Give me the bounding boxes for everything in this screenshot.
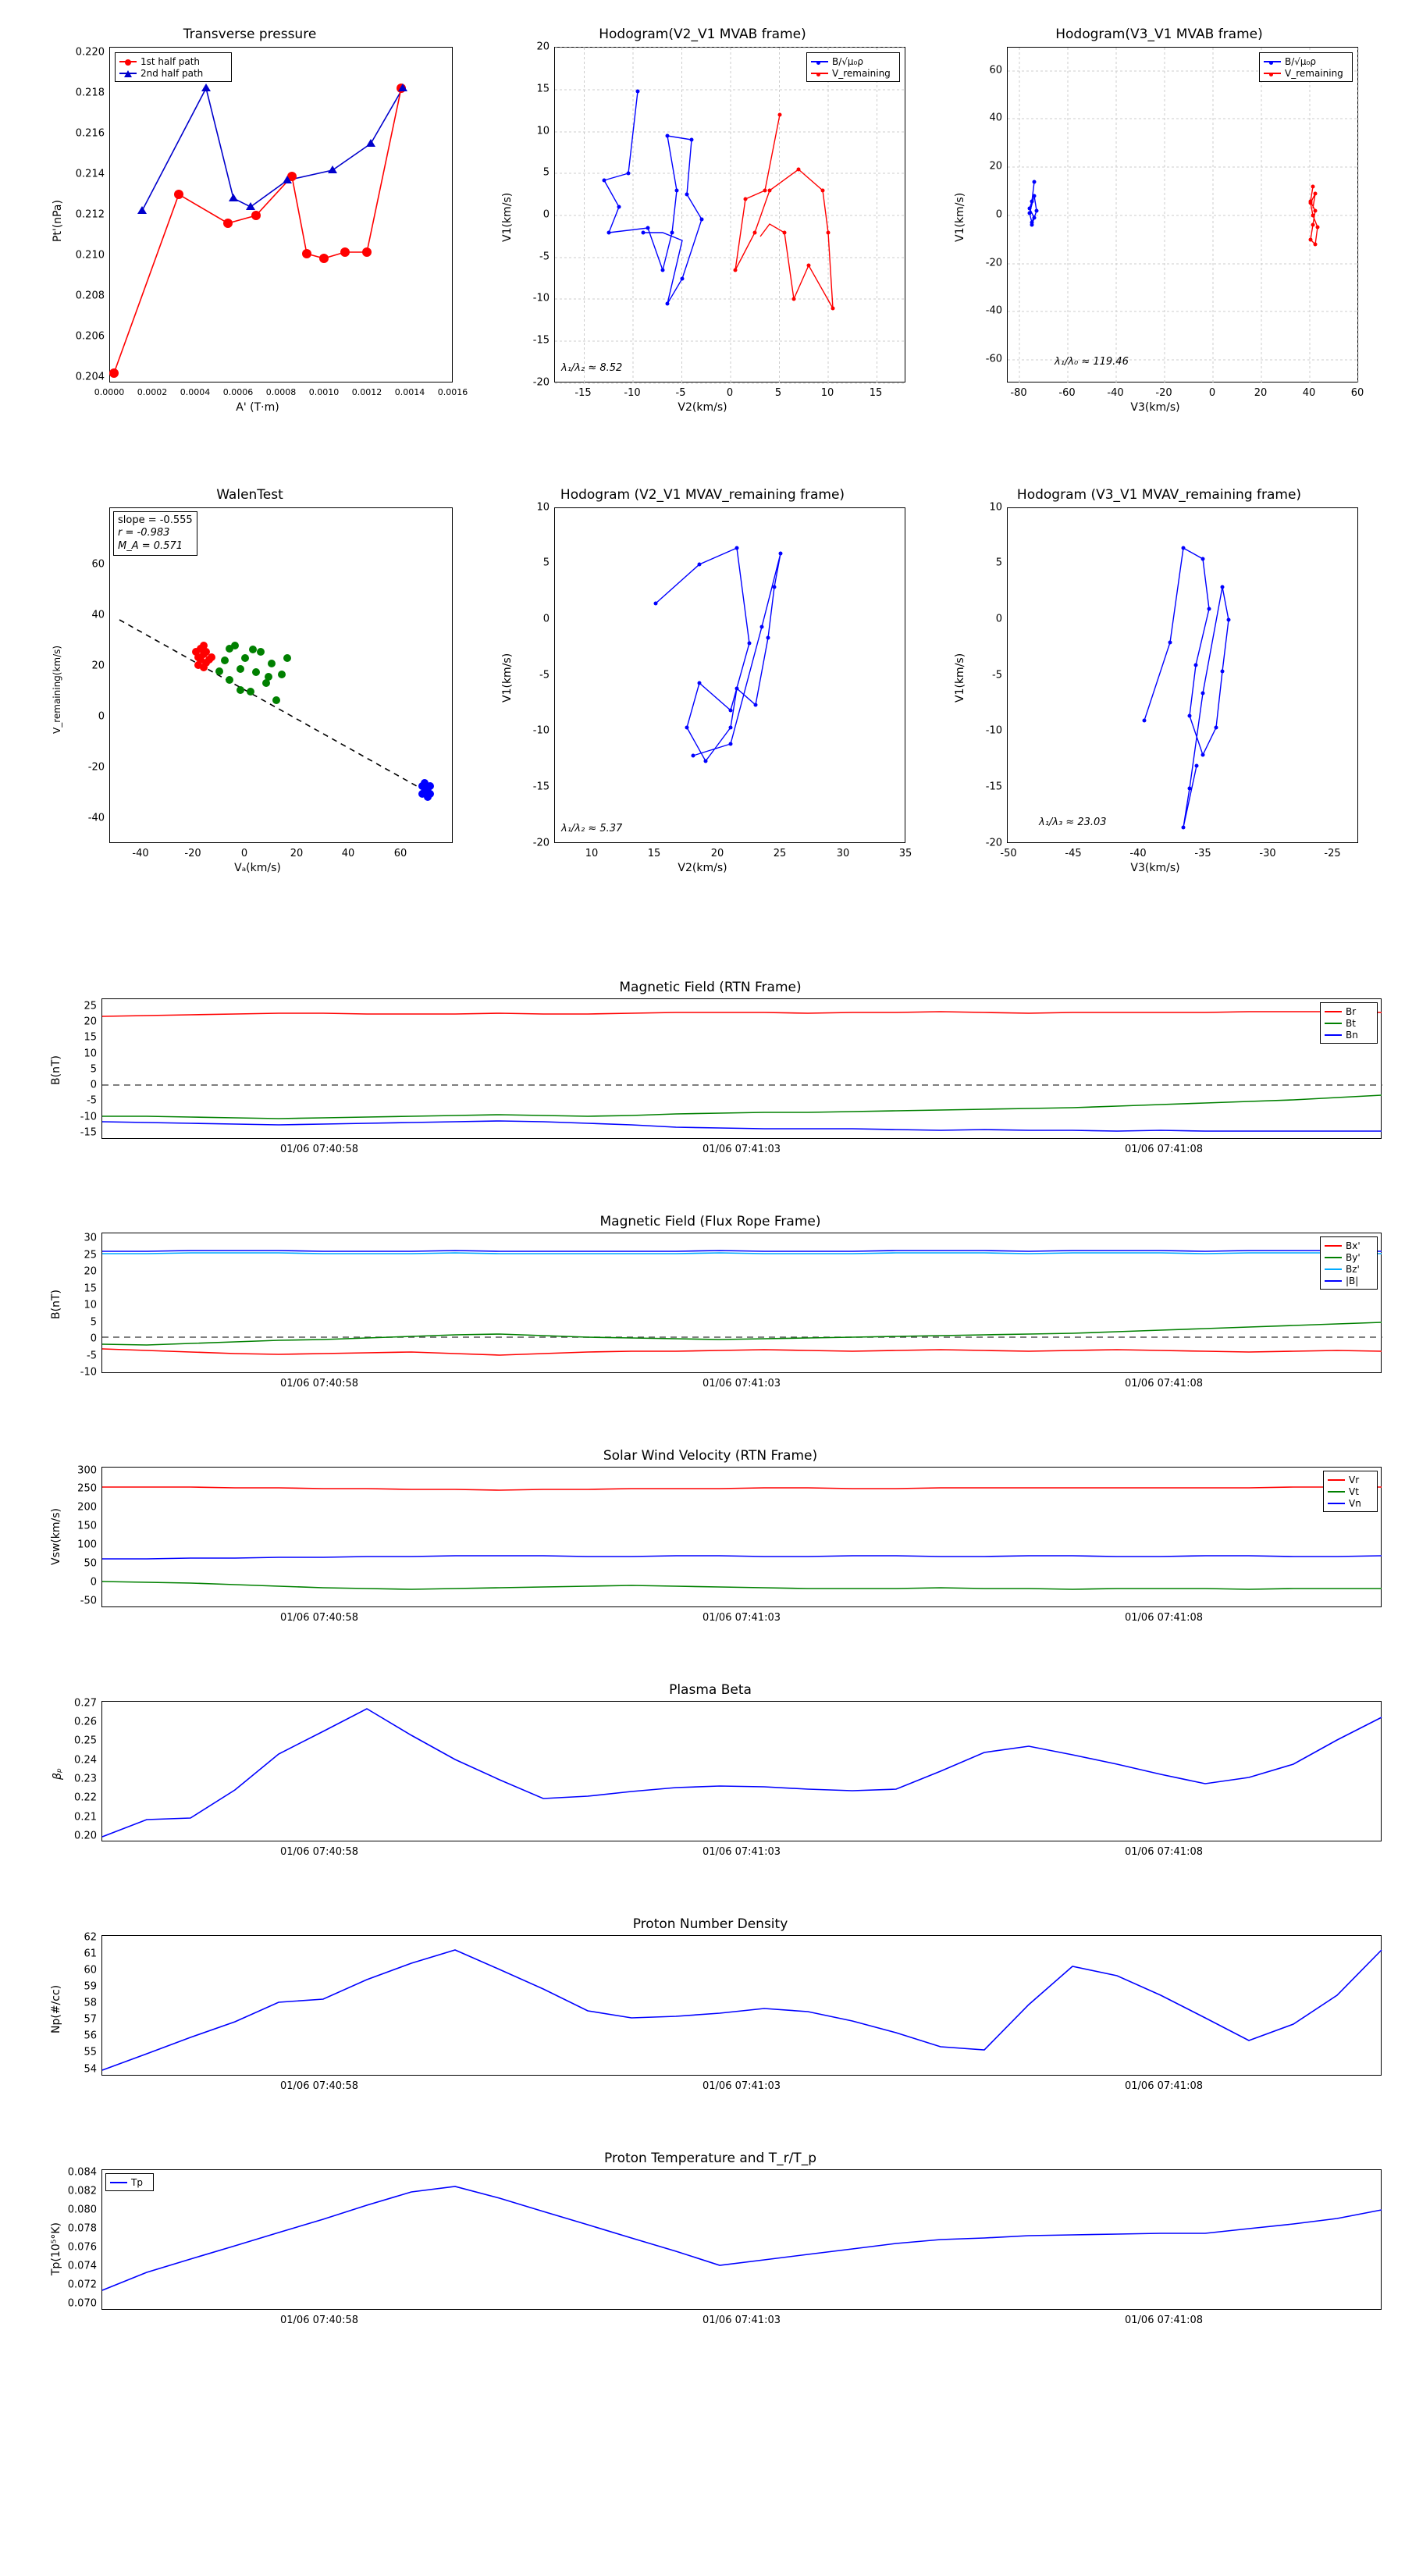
- xtick: 5: [774, 387, 782, 399]
- plot-area: [1007, 507, 1358, 843]
- panel-title: WalenTest: [216, 487, 283, 503]
- legend: [1259, 52, 1353, 82]
- legend-item-br: [1325, 1005, 1373, 1017]
- xtick: 01/06 07:41:08: [1125, 1144, 1203, 1155]
- ytick: 200: [77, 1501, 97, 1514]
- fit-line: [119, 620, 422, 789]
- panel-proton-number-density: [31, 1916, 1389, 2112]
- series-canvas: [102, 1702, 1382, 1842]
- ytick: -20: [985, 837, 1002, 849]
- y-axis-label: B(nT): [50, 1055, 62, 1085]
- y-axis-label: V_remaining(km/s): [52, 645, 62, 734]
- plot-area: [1007, 47, 1358, 382]
- xtick: -15: [574, 387, 592, 399]
- legend-item-vr: [1328, 1474, 1373, 1485]
- xtick: 01/06 07:41:03: [702, 1144, 781, 1155]
- ytick: 0: [90, 1576, 97, 1589]
- series-canvas: [102, 1936, 1382, 2076]
- legend-item-by: [1325, 1251, 1373, 1263]
- ytick: 0.22: [74, 1791, 97, 1804]
- y-axis-label: V1(km/s): [954, 653, 966, 703]
- legend-item-bn: [1325, 1029, 1373, 1041]
- ytick: 10: [84, 1048, 97, 1060]
- ytick: 5: [90, 1316, 97, 1329]
- legend-label: Bz': [1346, 1263, 1360, 1275]
- plot-area: [101, 1701, 1382, 1841]
- series-canvas: [102, 1468, 1382, 1608]
- ytick: 54: [84, 2063, 97, 2076]
- panel-title: Proton Number Density: [632, 1916, 788, 1932]
- plot-area: [101, 2169, 1382, 2310]
- panel-solar-wind-velocity: [31, 1448, 1389, 1643]
- xtick: 0.0014: [394, 387, 425, 397]
- ytick: 40: [91, 609, 105, 621]
- ytick: 15: [536, 83, 550, 95]
- ytick: -5: [87, 1350, 97, 1362]
- series-bzp: [102, 1253, 1382, 1254]
- ytick: 0: [98, 710, 105, 723]
- xtick: 15: [647, 848, 661, 859]
- ytick: 30: [84, 1232, 97, 1244]
- xtick: 20: [290, 848, 304, 859]
- xtick: 0: [240, 848, 248, 859]
- xtick: -40: [1129, 848, 1147, 859]
- plot-area: [109, 47, 453, 382]
- xtick: -10: [624, 387, 641, 399]
- ytick: 0.27: [74, 1697, 97, 1710]
- ytick: -40: [985, 304, 1002, 317]
- ytick: 0.26: [74, 1716, 97, 1728]
- ytick: 20: [989, 160, 1002, 173]
- panel-title: Hodogram (V2_V1 MVAV_remaining frame): [560, 487, 845, 503]
- ytick: -10: [80, 1111, 97, 1123]
- x-axis-label: V2(km/s): [678, 401, 727, 414]
- series-canvas: [1008, 48, 1359, 383]
- panel-title: Plasma Beta: [669, 1682, 752, 1698]
- series-canvas: [102, 1233, 1382, 1374]
- series-vn: [102, 1556, 1382, 1559]
- ytick: 59: [84, 1980, 97, 1993]
- xtick: 40: [341, 848, 355, 859]
- xtick: -25: [1324, 848, 1341, 859]
- panel-hodogram-v2v1-mvav: [484, 476, 921, 882]
- series-red-cluster: [192, 642, 215, 671]
- xtick: 0: [1208, 387, 1216, 399]
- ytick: 250: [77, 1482, 97, 1495]
- legend-item-vn: [1328, 1497, 1373, 1509]
- xtick: 01/06 07:41:08: [1125, 2080, 1203, 2092]
- ytick: 0.074: [67, 2260, 97, 2272]
- y-axis-label: Tp(10⁵°K): [50, 2222, 62, 2275]
- xtick: -80: [1010, 387, 1027, 399]
- ytick: 0.21: [74, 1811, 97, 1823]
- ytick: 5: [542, 166, 550, 179]
- y-axis-label: Vsw(km/s): [50, 1507, 62, 1565]
- legend: [105, 2173, 154, 2191]
- ytick: 0.20: [74, 1830, 97, 1842]
- ytick: -20: [985, 257, 1002, 269]
- xtick: 25: [773, 848, 787, 859]
- series-vt: [102, 1582, 1382, 1589]
- ytick: 0.25: [74, 1735, 97, 1747]
- ytick: -10: [80, 1366, 97, 1379]
- xtick: -60: [1058, 387, 1076, 399]
- legend-item-v: [811, 67, 895, 79]
- xtick: -40: [1107, 387, 1124, 399]
- alfven-mach-value: M_A = 0.571: [118, 539, 183, 552]
- xtick: 0.0016: [437, 387, 468, 397]
- legend-label: Br: [1346, 1005, 1357, 1017]
- panel-hodogram-v3v1-mvab: [937, 16, 1382, 422]
- series-v-markers: [734, 113, 835, 311]
- ytick: 150: [77, 1520, 97, 1532]
- ytick: -10: [532, 724, 550, 737]
- legend-label: Vn: [1349, 1497, 1361, 1509]
- ytick: 62: [84, 1931, 97, 1944]
- plot-area: [101, 998, 1382, 1139]
- xtick: 0: [726, 387, 734, 399]
- legend-label: Vt: [1349, 1485, 1359, 1497]
- xtick: 20: [710, 848, 724, 859]
- series-canvas: [102, 999, 1382, 1140]
- ytick: 10: [84, 1299, 97, 1311]
- x-axis-label: Vₐ(km/s): [234, 862, 281, 874]
- xtick: 0.0010: [308, 387, 340, 397]
- ytick: 58: [84, 1997, 97, 2009]
- legend: [1323, 1471, 1378, 1512]
- panel-transverse-pressure: [31, 16, 468, 422]
- legend: [806, 52, 900, 82]
- ytick: 15: [84, 1283, 97, 1295]
- ytick: 0.214: [75, 168, 105, 180]
- ytick: 0.212: [75, 208, 105, 221]
- y-axis-label: V1(km/s): [501, 192, 514, 242]
- xtick: 30: [836, 848, 850, 859]
- ytick: 56: [84, 2030, 97, 2042]
- ytick: -15: [80, 1126, 97, 1139]
- panel-magnetic-field-rtn: [31, 980, 1389, 1175]
- gridlines: [555, 48, 906, 383]
- series-beta: [102, 1709, 1382, 1837]
- xtick: 01/06 07:41:08: [1125, 2314, 1203, 2326]
- series-bn: [102, 1121, 1382, 1131]
- xtick: 01/06 07:40:58: [280, 1378, 358, 1389]
- xtick: 35: [898, 848, 912, 859]
- xtick: -20: [1155, 387, 1172, 399]
- xtick: 01/06 07:40:58: [280, 1144, 358, 1155]
- eigenvalue-ratio-annotation: λ₁/λ₂ ≈ 5.37: [561, 823, 623, 834]
- xtick: 01/06 07:41:03: [702, 1378, 781, 1389]
- ytick: 55: [84, 2046, 97, 2058]
- ytick: 10: [989, 501, 1002, 514]
- xtick: 0.0002: [137, 387, 168, 397]
- gridlines: [1008, 48, 1359, 383]
- eigenvalue-ratio-annotation: λ₁/λ₀ ≈ 119.46: [1055, 356, 1129, 368]
- series-byp: [102, 1322, 1382, 1345]
- y-axis-label: Pt'(nPa): [52, 200, 64, 242]
- xtick: -5: [675, 387, 686, 399]
- xtick: 01/06 07:41:03: [702, 1612, 781, 1624]
- ytick: 15: [84, 1031, 97, 1044]
- ytick: 0.206: [75, 330, 105, 343]
- legend-label: Tp: [131, 2176, 143, 2188]
- legend-item-bz: [1325, 1263, 1373, 1275]
- xtick: 01/06 07:41:03: [702, 2080, 781, 2092]
- series-bxp: [102, 1349, 1382, 1355]
- series-br: [102, 1012, 1382, 1016]
- ytick: 60: [989, 64, 1002, 76]
- ytick: 5: [90, 1063, 97, 1076]
- legend: [115, 52, 232, 82]
- legend-item-bx: [1325, 1240, 1373, 1251]
- plot-area: [101, 1467, 1382, 1607]
- ytick: 0.072: [67, 2279, 97, 2291]
- ytick: -15: [532, 781, 550, 793]
- legend-label: 1st half path: [140, 55, 201, 67]
- ytick: 0.23: [74, 1773, 97, 1785]
- legend-item-2nd: [119, 67, 227, 79]
- ytick: 0.082: [67, 2185, 97, 2197]
- plot-area: [554, 507, 905, 843]
- panel-title: Transverse pressure: [183, 27, 317, 42]
- xtick: -45: [1065, 848, 1082, 859]
- xtick: 01/06 07:41:03: [702, 1846, 781, 1858]
- eigenvalue-ratio-annotation: λ₁/λ₂ ≈ 8.52: [561, 362, 623, 374]
- xtick: 01/06 07:41:08: [1125, 1846, 1203, 1858]
- xtick: -20: [184, 848, 201, 859]
- ytick: 0.076: [67, 2241, 97, 2254]
- plot-area: [109, 507, 453, 843]
- xtick: 0.0000: [94, 387, 125, 397]
- series-vr: [102, 1487, 1382, 1490]
- ytick: 61: [84, 1948, 97, 1960]
- ytick: 60: [84, 1964, 97, 1976]
- ytick: 20: [84, 1265, 97, 1278]
- series-canvas: [110, 508, 454, 844]
- plot-area: [554, 47, 905, 382]
- xtick: 01/06 07:40:58: [280, 1846, 358, 1858]
- ytick: 0: [995, 208, 1002, 221]
- xtick: 10: [820, 387, 834, 399]
- series-1st-half-line: [114, 88, 401, 373]
- xtick: 0.0008: [265, 387, 297, 397]
- ytick: -60: [985, 353, 1002, 365]
- xtick: 0.0004: [180, 387, 211, 397]
- ytick: 0.208: [75, 290, 105, 302]
- ytick: 0.084: [67, 2166, 97, 2179]
- legend-label: V_remaining: [832, 67, 891, 79]
- xtick: 01/06 07:40:58: [280, 1612, 358, 1624]
- series-b-line: [604, 91, 702, 304]
- series-b-line: [1144, 548, 1229, 827]
- eigenvalue-ratio-annotation: λ₁/λ₃ ≈ 23.03: [1039, 817, 1107, 828]
- ytick: 20: [91, 660, 105, 672]
- xtick: 01/06 07:40:58: [280, 2314, 358, 2326]
- legend: [1320, 1236, 1378, 1290]
- panel-proton-temperature: [31, 2151, 1389, 2346]
- xtick: -50: [1000, 848, 1017, 859]
- ytick: -10: [532, 292, 550, 304]
- ytick: 0: [90, 1079, 97, 1091]
- legend-item-b: [1264, 55, 1348, 67]
- correlation-value: r = -0.983: [118, 527, 170, 539]
- panel-plasma-beta: [31, 1682, 1389, 1877]
- ytick: -20: [532, 376, 550, 389]
- ytick: 50: [84, 1557, 97, 1570]
- ytick: -15: [532, 334, 550, 347]
- xtick: 0.0006: [222, 387, 254, 397]
- panel-title: Hodogram(V3_V1 MVAB frame): [1055, 27, 1263, 42]
- legend-label: 2nd half path: [140, 67, 204, 79]
- legend-item-vt: [1328, 1485, 1373, 1497]
- xtick: 40: [1302, 387, 1316, 399]
- y-axis-label: V1(km/s): [954, 192, 966, 242]
- panel-walen-test: [31, 476, 468, 882]
- panel-title: Solar Wind Velocity (RTN Frame): [603, 1448, 818, 1464]
- ytick: -20: [532, 837, 550, 849]
- series-canvas: [1008, 508, 1359, 844]
- legend-label: By': [1346, 1251, 1361, 1263]
- series-v-line: [735, 115, 833, 308]
- ytick: 20: [536, 41, 550, 53]
- ytick: 100: [77, 1539, 97, 1551]
- ytick: -5: [992, 669, 1002, 681]
- ytick: 25: [84, 1249, 97, 1261]
- y-axis-label: B(nT): [50, 1290, 62, 1319]
- x-axis-label: A' (T·m): [236, 401, 279, 414]
- xtick: 60: [393, 848, 407, 859]
- ytick: 5: [542, 557, 550, 569]
- legend-item-tp: [110, 2176, 149, 2188]
- ytick: 0: [542, 613, 550, 625]
- series-blue-cluster: [418, 779, 434, 801]
- y-axis-label: V1(km/s): [501, 653, 514, 703]
- ytick: 60: [91, 558, 105, 571]
- ytick: 0: [542, 208, 550, 221]
- series-np: [102, 1950, 1382, 2070]
- ytick: 0.080: [67, 2204, 97, 2216]
- y-axis-label: βₚ: [52, 1768, 64, 1780]
- legend-label: Bt: [1346, 1017, 1356, 1029]
- ytick: 0.216: [75, 127, 105, 140]
- xtick: 15: [869, 387, 883, 399]
- legend-item-babs: [1325, 1275, 1373, 1286]
- series-b-markers: [654, 546, 783, 763]
- plot-area: [101, 1233, 1382, 1373]
- xtick: 01/06 07:41:08: [1125, 1378, 1203, 1389]
- legend-label: B/√μ₀ρ: [832, 55, 863, 67]
- series-b-line: [656, 548, 781, 761]
- ytick: 25: [84, 1000, 97, 1012]
- legend-label: |B|: [1346, 1275, 1359, 1286]
- ytick: 10: [536, 501, 550, 514]
- ytick: -5: [87, 1094, 97, 1107]
- ytick: -40: [87, 812, 105, 824]
- series-canvas: [110, 48, 454, 383]
- ytick: 20: [84, 1016, 97, 1028]
- ytick: 0.210: [75, 249, 105, 262]
- series-canvas: [555, 48, 906, 383]
- ytick: 0.204: [75, 371, 105, 383]
- series-bt: [102, 1095, 1382, 1119]
- x-axis-label: V3(km/s): [1130, 401, 1180, 414]
- ytick: 0: [90, 1332, 97, 1345]
- ytick: -5: [539, 669, 550, 681]
- legend-label: Vr: [1349, 1474, 1360, 1485]
- xtick: -30: [1259, 848, 1276, 859]
- series-canvas: [555, 508, 906, 844]
- slope-value: slope = -0.555: [118, 514, 193, 526]
- xtick: 60: [1350, 387, 1364, 399]
- y-axis-label: Np(#/cc): [50, 1984, 62, 2033]
- panel-magnetic-field-flux-rope: [31, 1214, 1389, 1409]
- legend-item-v: [1264, 67, 1348, 79]
- ytick: 0.220: [75, 46, 105, 59]
- ytick: 0.218: [75, 87, 105, 99]
- x-axis-label: V3(km/s): [1130, 862, 1180, 874]
- xtick: -40: [132, 848, 149, 859]
- panel-hodogram-v2v1-mvab: [484, 16, 921, 422]
- ytick: 57: [84, 2013, 97, 2026]
- legend-item-1st: [119, 55, 227, 67]
- ytick: 5: [995, 557, 1002, 569]
- panel-title: Magnetic Field (RTN Frame): [619, 980, 802, 995]
- x-axis-label: V2(km/s): [678, 862, 727, 874]
- ytick: -10: [985, 724, 1002, 737]
- ytick: 0.070: [67, 2297, 97, 2310]
- panel-title: Proton Temperature and T_r/T_p: [604, 2151, 816, 2166]
- legend-item-bt: [1325, 1017, 1373, 1029]
- ytick: -5: [539, 251, 550, 263]
- series-1st-half-markers: [109, 84, 406, 378]
- ytick: -20: [87, 761, 105, 774]
- panel-hodogram-v3v1-mvav: [937, 476, 1382, 882]
- panel-title: Hodogram(V2_V1 MVAB frame): [599, 27, 806, 42]
- legend-label: Bx': [1346, 1240, 1361, 1251]
- panel-title: Hodogram (V3_V1 MVAV_remaining frame): [1016, 487, 1302, 503]
- xtick: 01/06 07:40:58: [280, 2080, 358, 2092]
- ytick: -50: [80, 1595, 97, 1607]
- xtick: -35: [1194, 848, 1211, 859]
- xtick: 10: [585, 848, 599, 859]
- legend-item-b: [811, 55, 895, 67]
- xtick: 01/06 07:41:03: [702, 2314, 781, 2326]
- ytick: 40: [989, 112, 1002, 124]
- xtick: 20: [1254, 387, 1268, 399]
- legend: [1320, 1002, 1378, 1044]
- legend-label: B/√μ₀ρ: [1285, 55, 1316, 67]
- ytick: 300: [77, 1464, 97, 1477]
- fit-statistics-box: [113, 511, 197, 556]
- legend-label: V_remaining: [1285, 67, 1343, 79]
- ytick: 0: [995, 613, 1002, 625]
- ytick: 0.24: [74, 1754, 97, 1767]
- panel-title: Magnetic Field (Flux Rope Frame): [599, 1214, 821, 1229]
- plot-area: [101, 1935, 1382, 2076]
- xtick: 0.0012: [351, 387, 382, 397]
- series-tp: [102, 2186, 1382, 2290]
- xtick: 01/06 07:41:08: [1125, 1612, 1203, 1624]
- ytick: 0.078: [67, 2222, 97, 2235]
- ytick: -15: [985, 781, 1002, 793]
- series-canvas: [102, 2170, 1382, 2311]
- ytick: 10: [536, 125, 550, 137]
- legend-label: Bn: [1346, 1029, 1358, 1041]
